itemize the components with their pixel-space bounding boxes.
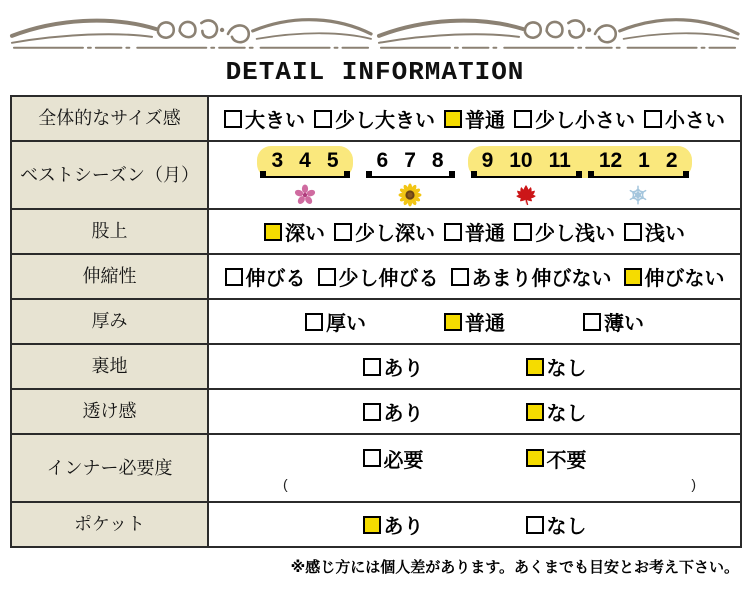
- season-month: 3: [271, 149, 284, 172]
- checkbox-checked-icon: [624, 268, 642, 286]
- checkbox-unchecked-icon: [224, 110, 242, 128]
- option-label: あり: [383, 403, 424, 425]
- checkbox-checked-icon: [444, 110, 462, 128]
- table-row-lining: [12, 343, 740, 388]
- season-month: 11: [548, 149, 571, 172]
- decorative-flourish: [8, 5, 742, 51]
- option-stretch-unselected: [225, 262, 306, 291]
- option-label: 普通: [465, 110, 505, 132]
- season-bracket: [260, 176, 349, 178]
- checkbox-unchecked-icon: [314, 110, 332, 128]
- option-label: 薄い: [604, 313, 644, 335]
- season-bracket: [588, 176, 689, 178]
- option-overall-size-unselected: [224, 104, 305, 133]
- season-bracket: [366, 176, 455, 178]
- option-label: 深い: [285, 223, 325, 245]
- table-row-pocket: [12, 501, 740, 546]
- detail-table: [10, 95, 742, 548]
- checkbox-unchecked-icon: [318, 268, 336, 286]
- checkbox-unchecked-icon: [514, 223, 532, 241]
- page-title: DETAIL INFORMATION: [225, 57, 525, 87]
- option-label: 不要: [546, 449, 587, 472]
- checkbox-unchecked-icon: [305, 313, 323, 331]
- row-label-best-season: ベストシーズン（月）: [12, 142, 209, 208]
- row-content-overall-size: [209, 97, 740, 140]
- option-overall-size-unselected: [514, 104, 635, 133]
- options-group: [264, 217, 685, 246]
- row-label-lining: 裏地: [12, 345, 209, 388]
- table-row-thickness: [12, 298, 740, 343]
- season-month: 7: [404, 149, 416, 172]
- checkbox-checked-icon: [526, 358, 544, 376]
- maple-leaf-icon: [514, 182, 538, 208]
- season-month: 9: [481, 149, 494, 172]
- checkbox-unchecked-icon: [583, 313, 601, 331]
- option-label: 少し伸びる: [338, 268, 439, 290]
- season-month: 8: [431, 149, 444, 172]
- option-stretch-unselected: [451, 262, 612, 291]
- row-label-rise: 股上: [12, 210, 209, 253]
- options-group: [305, 307, 644, 336]
- option-label: 必要: [383, 449, 424, 472]
- option-overall-size-unselected: [644, 104, 725, 133]
- option-rise-unselected: [334, 217, 435, 246]
- option-label: 少し浅い: [535, 223, 615, 245]
- options-group: [224, 104, 725, 133]
- checkbox-unchecked-icon: [225, 268, 243, 286]
- row-content-sheerness: [209, 390, 740, 433]
- option-sheerness-selected: [526, 397, 587, 426]
- option-rise-selected: [264, 217, 325, 246]
- season-month: 10: [509, 149, 533, 172]
- row-content-best-season: [209, 142, 740, 208]
- season-group-months: [257, 146, 352, 178]
- checkbox-checked-icon: [526, 449, 544, 467]
- table-row-best-season: [12, 140, 740, 208]
- option-inner-needed-selected: [526, 444, 587, 473]
- row-content-thickness: [209, 300, 740, 343]
- row-label-sheerness: 透け感: [12, 390, 209, 433]
- season-group: [468, 146, 585, 208]
- season-group-months: [363, 146, 458, 178]
- row-content-pocket: [209, 503, 740, 546]
- row-label-inner-needed: インナー必要度: [12, 435, 209, 501]
- checkbox-checked-icon: [363, 516, 381, 534]
- checkbox-unchecked-icon: [624, 223, 642, 241]
- row-content-stretch: [209, 255, 740, 298]
- footer-note: ※感じ方には個人差があります。あくまでも目安とお考え下さい。: [290, 559, 739, 576]
- row-label-pocket: ポケット: [12, 503, 209, 546]
- option-label: あり: [383, 516, 424, 538]
- sunflower-icon: [398, 182, 422, 208]
- season-month: 1: [638, 149, 650, 172]
- option-overall-size-unselected: [314, 104, 435, 133]
- season-group: [585, 146, 692, 208]
- option-label: あり: [383, 358, 424, 380]
- table-row-overall-size: [12, 97, 740, 140]
- option-label: あまり伸びない: [471, 268, 612, 290]
- row-content-lining: [209, 345, 740, 388]
- table-row-inner-needed: [12, 433, 740, 501]
- option-label: 伸びない: [644, 268, 725, 290]
- checkbox-unchecked-icon: [363, 403, 381, 421]
- row-label-overall-size: 全体的なサイズ感: [12, 97, 209, 140]
- option-label: 少し小さい: [535, 110, 635, 132]
- option-label: 普通: [465, 223, 505, 245]
- season-month: 2: [665, 149, 678, 172]
- checkbox-unchecked-icon: [451, 268, 469, 286]
- option-stretch-selected: [624, 262, 725, 291]
- checkbox-unchecked-icon: [644, 110, 662, 128]
- season-group: [363, 146, 458, 208]
- checkbox-unchecked-icon: [363, 358, 381, 376]
- option-overall-size-selected: [444, 104, 505, 133]
- options-group: [225, 262, 725, 291]
- option-label: なし: [546, 358, 587, 380]
- option-label: 少し深い: [355, 223, 435, 245]
- options-group: [363, 397, 587, 426]
- checkbox-unchecked-icon: [334, 223, 352, 241]
- option-rise-unselected: [444, 217, 505, 246]
- row-content-rise: [209, 210, 740, 253]
- option-label: 小さい: [665, 110, 725, 132]
- option-inner-needed-unselected: [363, 444, 424, 473]
- option-rise-unselected: [514, 217, 615, 246]
- snowflake-icon: [626, 182, 650, 208]
- cherry-blossom-icon: [293, 182, 317, 208]
- annotation-parentheses: [209, 477, 740, 493]
- season-groups: [252, 143, 696, 208]
- option-sheerness-unselected: [363, 397, 424, 426]
- table-row-sheerness: [12, 388, 740, 433]
- season-month: 4: [299, 149, 311, 172]
- row-label-stretch: 伸縮性: [12, 255, 209, 298]
- season-group: [257, 146, 352, 208]
- checkbox-checked-icon: [264, 223, 282, 241]
- checkbox-unchecked-icon: [444, 223, 462, 241]
- checkbox-checked-icon: [526, 403, 544, 421]
- paren-close: ): [691, 475, 696, 492]
- row-label-thickness: 厚み: [12, 300, 209, 343]
- checkbox-unchecked-icon: [526, 516, 544, 534]
- option-label: 少し大きい: [335, 110, 435, 132]
- season-bracket: [471, 176, 582, 178]
- table-row-stretch: [12, 253, 740, 298]
- checkbox-unchecked-icon: [363, 449, 381, 467]
- options-group: [363, 510, 587, 539]
- option-thickness-selected: [444, 307, 505, 336]
- option-thickness-unselected: [305, 307, 366, 336]
- season-group-months: [468, 146, 585, 178]
- option-thickness-unselected: [583, 307, 644, 336]
- season-month: 5: [326, 149, 339, 172]
- option-label: なし: [546, 403, 587, 425]
- paren-open: (: [283, 475, 288, 492]
- option-label: 大きい: [245, 110, 305, 132]
- checkbox-unchecked-icon: [514, 110, 532, 128]
- table-row-rise: [12, 208, 740, 253]
- option-rise-unselected: [624, 217, 685, 246]
- option-label: 伸びる: [245, 268, 306, 290]
- option-lining-unselected: [363, 352, 424, 381]
- season-month: 6: [376, 149, 389, 172]
- option-lining-selected: [526, 352, 587, 381]
- options-group: [363, 352, 587, 381]
- checkbox-checked-icon: [444, 313, 462, 331]
- option-label: なし: [546, 516, 587, 538]
- season-group-months: [585, 146, 692, 178]
- option-stretch-unselected: [318, 262, 439, 291]
- option-label: 厚い: [326, 313, 366, 335]
- row-content-inner-needed: [209, 435, 740, 501]
- options-group: [363, 444, 587, 473]
- season-month: 12: [598, 149, 623, 172]
- option-label: 浅い: [645, 223, 685, 245]
- option-pocket-selected: [363, 510, 424, 539]
- option-label: 普通: [465, 313, 505, 335]
- option-pocket-unselected: [526, 510, 587, 539]
